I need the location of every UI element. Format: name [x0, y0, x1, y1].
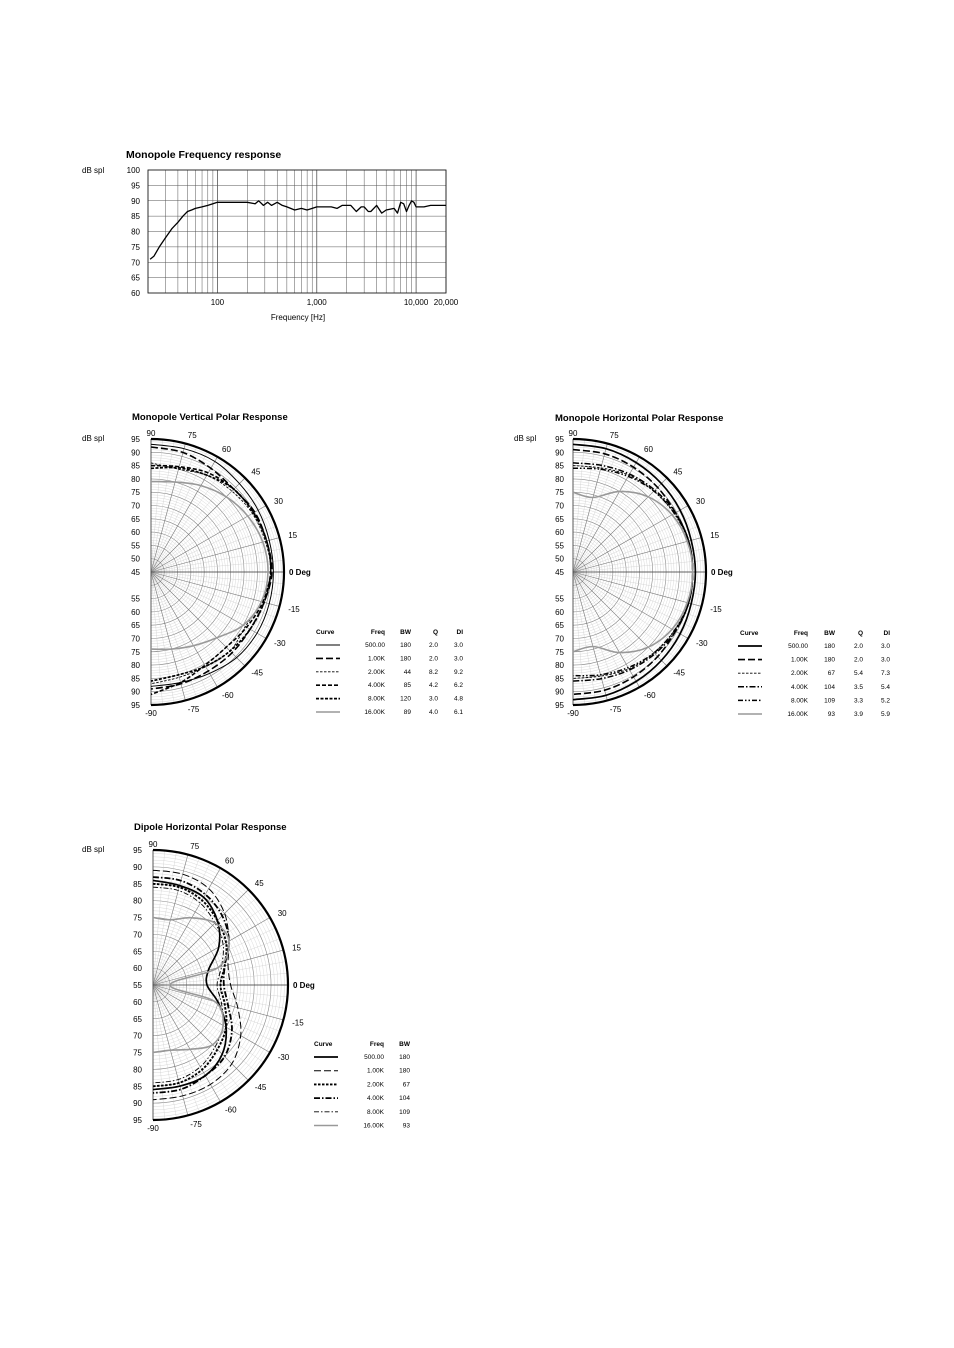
- polar-legend: [738, 630, 890, 718]
- r-tick-label: 90: [131, 687, 140, 697]
- polar-angle-label: -15: [292, 1018, 304, 1028]
- legend-header: DI: [883, 630, 890, 637]
- polar-radial-line: [573, 538, 702, 572]
- r-tick-label: 80: [133, 1065, 142, 1075]
- dipole-horizontal-polar-title: Dipole Horizontal Polar Response: [134, 822, 287, 833]
- legend-value: 16.00K: [364, 709, 385, 716]
- polar-angle-label: -45: [251, 668, 263, 678]
- r-tick-label: 70: [131, 501, 140, 511]
- r-tick-label: 95: [131, 701, 140, 710]
- monopole-horizontal-polar-chart: [514, 413, 890, 718]
- frequency-response-y-ticks: [127, 166, 141, 298]
- polar-angle-label: 90: [146, 429, 156, 438]
- r-tick-label: 75: [133, 913, 142, 923]
- polar-angle-label: -60: [644, 691, 656, 700]
- r-tick-label: 60: [131, 528, 140, 538]
- r-tick-label: 80: [555, 661, 564, 671]
- frequency-response-chart: [82, 149, 459, 322]
- legend-value: 109: [399, 1108, 410, 1116]
- legend-value: 104: [399, 1095, 410, 1103]
- legend-value: 3.0: [453, 655, 463, 663]
- legend-value: 4.0: [428, 709, 438, 716]
- r-tick-label: 90: [131, 448, 140, 458]
- legend-header: Curve: [740, 630, 759, 637]
- legend-value: 5.9: [880, 711, 890, 718]
- legend-value: 4.00K: [367, 1095, 384, 1103]
- legend-value: 3.0: [880, 656, 890, 664]
- polar-angle-label: -90: [567, 709, 579, 718]
- polar-angle-label: -60: [222, 691, 234, 700]
- legend-value: 5.2: [880, 697, 890, 705]
- legend-value: 180: [399, 1054, 410, 1061]
- legend-value: 8.00K: [791, 697, 808, 705]
- polar-r-tick-labels: [555, 435, 564, 710]
- legend-value: 3.5: [853, 683, 863, 691]
- legend-value: 120: [400, 695, 411, 703]
- r-tick-label: 95: [555, 435, 564, 444]
- r-tick-label: 55: [555, 594, 564, 604]
- x-tick-label: 20,000: [433, 298, 459, 307]
- polar-angle-label: -45: [254, 1082, 267, 1092]
- y-tick-label: 95: [131, 181, 140, 191]
- legend-value: 1.00K: [367, 1067, 384, 1075]
- legend-value: 104: [824, 683, 835, 691]
- legend-value: 6.2: [453, 682, 463, 690]
- r-tick-label: 60: [133, 997, 142, 1007]
- legend-value: 4.00K: [791, 683, 808, 691]
- monopole-horizontal-polar-title: Monopole Horizontal Polar Response: [555, 413, 724, 424]
- r-tick-label: 55: [131, 594, 140, 604]
- r-tick-label: 65: [133, 1014, 142, 1024]
- legend-value: 2.0: [853, 656, 863, 664]
- r-tick-label: 70: [555, 634, 564, 644]
- r-tick-label: 70: [555, 501, 564, 511]
- y-tick-label: 75: [131, 242, 140, 252]
- y-tick-label: 70: [131, 258, 140, 268]
- r-tick-label: 60: [131, 607, 140, 617]
- dipole-horizontal-polar-chart: [82, 822, 411, 1133]
- legend-value: 3.0: [453, 642, 463, 649]
- polar-angle-label: -30: [277, 1053, 290, 1062]
- y-tick-label: 60: [131, 289, 140, 298]
- polar-legend: [314, 1041, 411, 1130]
- polar-radial-line: [573, 572, 702, 606]
- r-tick-label: 75: [555, 488, 564, 498]
- legend-value: 7.3: [880, 670, 890, 678]
- polar-angle-label: 75: [187, 430, 197, 440]
- legend-value: 109: [824, 697, 835, 705]
- legend-value: 3.0: [880, 643, 890, 650]
- legend-header: Curve: [314, 1041, 333, 1048]
- legend-value: 4.2: [428, 682, 438, 690]
- legend-value: 8.00K: [367, 1108, 384, 1116]
- legend-value: 4.8: [453, 695, 463, 703]
- legend-header: Freq: [370, 629, 385, 636]
- r-tick-label: 80: [131, 661, 140, 671]
- polar-angle-label: 30: [696, 497, 705, 506]
- legend-value: 500.00: [365, 642, 385, 649]
- polar-legend: [316, 629, 463, 716]
- legend-header: Q: [432, 629, 438, 636]
- polar-radial-line: [151, 444, 185, 573]
- r-tick-label: 85: [555, 674, 564, 684]
- r-tick-label: 85: [133, 1082, 142, 1092]
- frequency-response-grid: [148, 170, 446, 293]
- r-tick-label: 55: [133, 981, 142, 990]
- legend-value: 180: [824, 656, 835, 664]
- polar-angle-label: 15: [288, 531, 298, 541]
- polar-angle-label: -60: [225, 1105, 237, 1115]
- polar-angle-label: 75: [609, 430, 619, 440]
- r-tick-label: 85: [131, 461, 140, 471]
- legend-value: 67: [827, 670, 835, 678]
- legend-header: Freq: [793, 630, 808, 637]
- monopole-vertical-polar-chart: [82, 412, 463, 718]
- polar-radial-line: [151, 538, 280, 572]
- legend-value: 8.00K: [368, 695, 385, 703]
- legend-value: 180: [824, 643, 835, 650]
- y-tick-label: 85: [131, 212, 140, 222]
- r-tick-label: 55: [555, 541, 564, 551]
- legend-header: BW: [399, 1041, 410, 1048]
- r-tick-label: 70: [131, 634, 140, 644]
- polar-angle-label: -75: [609, 705, 622, 715]
- polar-angle-label: 60: [225, 856, 234, 866]
- polar-angle-label: -15: [710, 604, 722, 614]
- legend-value: 2.00K: [367, 1081, 384, 1089]
- legend-value: 2.0: [853, 643, 863, 650]
- legend-value: 85: [403, 682, 411, 690]
- legend-value: 1.00K: [791, 656, 808, 664]
- legend-value: 93: [402, 1122, 410, 1130]
- legend-value: 3.9: [853, 711, 863, 718]
- r-tick-label: 75: [555, 647, 564, 657]
- polar-angle-label: -30: [696, 639, 708, 648]
- polar-angle-label: 45: [254, 879, 264, 889]
- r-tick-label: 45: [131, 568, 140, 577]
- polar-radial-line: [151, 572, 185, 701]
- x-tick-label: 1,000: [306, 298, 327, 307]
- legend-header: BW: [824, 630, 835, 637]
- y-tick-label: 65: [131, 273, 140, 283]
- polar-r-tick-labels: [131, 435, 140, 710]
- frequency-response-title: Monopole Frequency response: [126, 149, 282, 161]
- legend-value: 16.00K: [787, 711, 808, 718]
- legend-value: 2.00K: [368, 668, 385, 676]
- r-tick-label: 90: [555, 448, 564, 458]
- legend-header: Q: [857, 630, 863, 637]
- r-tick-label: 85: [555, 461, 564, 471]
- legend-value: 3.3: [853, 697, 863, 705]
- polar-angle-label: 60: [644, 445, 653, 454]
- legend-value: 9.2: [453, 668, 463, 676]
- legend-value: 44: [403, 668, 411, 676]
- legend-value: 2.00K: [791, 670, 808, 678]
- legend-value: 16.00K: [363, 1122, 384, 1130]
- polar-angle-label: 90: [568, 429, 578, 438]
- r-tick-label: 60: [555, 607, 564, 617]
- legend-value: 180: [399, 1067, 410, 1075]
- x-tick-label: 10,000: [403, 298, 429, 307]
- legend-value: 89: [403, 709, 411, 716]
- polar-angle-label: 0 Deg: [289, 568, 311, 577]
- r-tick-label: 95: [133, 846, 142, 855]
- r-tick-label: 65: [133, 947, 142, 957]
- legend-value: 93: [827, 711, 835, 718]
- x-tick-label: 100: [210, 298, 225, 307]
- dipole-horizontal-polar-rlabel: dB spl: [82, 845, 105, 854]
- r-tick-label: 90: [133, 1099, 142, 1109]
- r-tick-label: 65: [555, 621, 564, 631]
- polar-angle-label: -15: [288, 604, 300, 614]
- r-tick-label: 80: [133, 896, 142, 906]
- frequency-response-x-ticks: [211, 298, 459, 307]
- polar-radial-line: [151, 572, 280, 606]
- polar-angle-label: 0 Deg: [711, 568, 733, 577]
- legend-value: 2.0: [428, 655, 438, 663]
- polar-angle-label: -45: [673, 668, 685, 678]
- r-tick-label: 70: [133, 1031, 142, 1041]
- legend-value: 180: [400, 655, 411, 663]
- legend-value: 3.0: [428, 695, 438, 703]
- polar-curve: [151, 466, 271, 695]
- polar-angle-label: 15: [710, 531, 720, 541]
- r-tick-label: 65: [555, 514, 564, 524]
- r-tick-label: 95: [555, 701, 564, 710]
- legend-header: DI: [456, 629, 463, 636]
- legend-value: 6.1: [453, 709, 463, 716]
- r-tick-label: 55: [131, 541, 140, 551]
- r-tick-label: 75: [131, 647, 140, 657]
- polar-angle-label: -75: [187, 705, 200, 715]
- r-tick-label: 90: [133, 862, 142, 872]
- polar-r-tick-labels: [133, 846, 142, 1125]
- polar-angle-label: 0 Deg: [293, 981, 315, 990]
- polar-angle-label: 90: [148, 840, 158, 849]
- legend-value: 8.2: [428, 668, 438, 676]
- y-tick-label: 90: [131, 196, 140, 206]
- legend-value: 1.00K: [368, 655, 385, 663]
- r-tick-label: 60: [133, 964, 142, 974]
- monopole-vertical-polar-title: Monopole Vertical Polar Response: [132, 412, 288, 423]
- r-tick-label: 45: [555, 568, 564, 577]
- polar-curve: [151, 463, 271, 684]
- legend-value: 2.0: [428, 642, 438, 649]
- r-tick-label: 50: [555, 554, 564, 564]
- r-tick-label: 60: [555, 528, 564, 538]
- polar-angle-label: 30: [274, 497, 283, 506]
- monopole-horizontal-polar-rlabel: dB spl: [514, 434, 537, 443]
- monopole-vertical-polar-rlabel: dB spl: [82, 434, 105, 443]
- legend-value: 5.4: [853, 670, 863, 678]
- polar-angle-label: 15: [292, 943, 302, 953]
- r-tick-label: 95: [131, 435, 140, 444]
- legend-value: 4.00K: [368, 682, 385, 690]
- polar-angle-label: 75: [190, 841, 200, 851]
- legend-value: 500.00: [364, 1054, 384, 1061]
- r-tick-label: 95: [133, 1116, 142, 1125]
- legend-value: 500.00: [788, 643, 808, 650]
- legend-value: 180: [400, 642, 411, 649]
- legend-header: BW: [400, 629, 411, 636]
- r-tick-label: 75: [131, 488, 140, 498]
- y-tick-label: 80: [131, 227, 140, 237]
- frequency-response-series: [150, 201, 446, 259]
- polar-angle-label: 45: [251, 467, 261, 477]
- legend-value: 67: [402, 1081, 410, 1089]
- r-tick-label: 90: [555, 687, 564, 697]
- polar-angle-label: -90: [147, 1124, 159, 1133]
- r-tick-label: 75: [133, 1048, 142, 1058]
- frequency-response-xlabel: Frequency [Hz]: [270, 313, 326, 322]
- r-tick-label: 85: [131, 674, 140, 684]
- r-tick-label: 80: [131, 474, 140, 484]
- r-tick-label: 65: [131, 621, 140, 631]
- frequency-response-ylabel: dB spl: [82, 166, 105, 175]
- y-tick-label: 100: [126, 166, 140, 175]
- legend-value: 5.4: [880, 683, 890, 691]
- r-tick-label: 65: [131, 514, 140, 524]
- polar-angle-label: -90: [145, 709, 157, 718]
- polar-angle-label: -75: [190, 1120, 202, 1130]
- r-tick-label: 80: [555, 474, 564, 484]
- polar-angle-label: 30: [277, 909, 287, 918]
- r-tick-label: 50: [131, 554, 140, 564]
- polar-angle-label: -30: [274, 639, 286, 648]
- polar-angle-label: 45: [673, 467, 683, 477]
- polar-angle-label: 60: [222, 445, 231, 454]
- r-tick-label: 85: [133, 879, 142, 889]
- r-tick-label: 70: [133, 930, 142, 940]
- frequency-response-line: [150, 201, 446, 259]
- legend-header: Curve: [316, 629, 335, 636]
- legend-header: Freq: [369, 1041, 384, 1048]
